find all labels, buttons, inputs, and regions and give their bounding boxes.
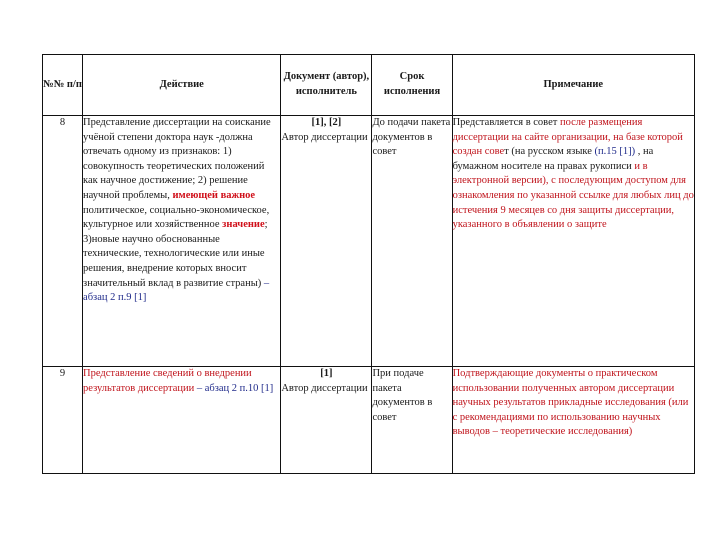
note-red-text: и в электронной версии), с последующим доступом для ознакомления по указанной ссылке для любых лиц до истечения 9 месяцев со дня защиты диссертации, указанного в объявлении о защите (452, 160, 694, 231)
action-red-text: Представление сведений о внедрении результатов диссертации (83, 368, 252, 394)
row-number: 9 (43, 367, 83, 474)
action-text: Представление диссертации на соискание учёной степени доктора наук -должна отвечать одному из признаков: 1) совокупность теоретических положений как научное достижение; 2) решение научной проблемы, (83, 117, 271, 201)
document-ref: [1], [2] (311, 117, 342, 128)
note-cell (452, 116, 694, 367)
header-num: №№ п/п (43, 55, 83, 116)
header-note: Примечание (452, 55, 694, 116)
reference-link: (п.15 [1]) (594, 146, 636, 158)
note-red-text: после размещения диссертации на сайте организации, на базе которой создан сове (452, 117, 683, 158)
reference-link: – абзац 2 п.9 [1] (83, 277, 270, 304)
table-row (43, 367, 695, 474)
header-row (43, 55, 695, 116)
document-cell (281, 116, 372, 367)
table-row (43, 116, 695, 367)
action-cell (83, 116, 281, 367)
header-document: Документ (автор), исполнитель (281, 55, 372, 116)
note-text: Представляется в совет (452, 117, 560, 128)
note-red-text: Подтверждающие документы о практическом использовании полученных автором диссертации научных результатов прикладные исследования (или с рекомендациями по использованию научных выводов – теоретические исследования) (452, 368, 689, 438)
reference-link: – абзац 2 п.10 [1] (194, 382, 274, 394)
note-text: т (на русском языке (504, 146, 595, 158)
term-cell: До подачи пакета документов в совет (372, 116, 452, 367)
requirements-table (42, 54, 695, 474)
document-ref: [1] (320, 368, 333, 379)
row-number: 8 (43, 116, 83, 367)
note-cell (452, 367, 694, 474)
document-cell (281, 367, 372, 474)
header-action: Действие (83, 55, 281, 116)
note-text: , на бумажном носителе на правах рукописи (452, 146, 654, 172)
action-text: ; 3)новые научно обоснованные технические, технологические или иные решения, внедрение которых вносит значительный вклад в развитие страны) (83, 219, 268, 289)
header-term: Срок исполнения (372, 55, 452, 116)
document-who: Автор диссертации (281, 131, 368, 143)
highlight-text: значение (222, 219, 265, 231)
highlight-text: имеющей важное (172, 189, 256, 201)
action-cell (83, 367, 281, 474)
document-who: Автор диссертации (281, 382, 368, 394)
term-cell: При подаче пакета документов в совет (372, 367, 452, 474)
action-text: политическое, социально-экономическое, культурное или хозяйственное (83, 204, 270, 231)
